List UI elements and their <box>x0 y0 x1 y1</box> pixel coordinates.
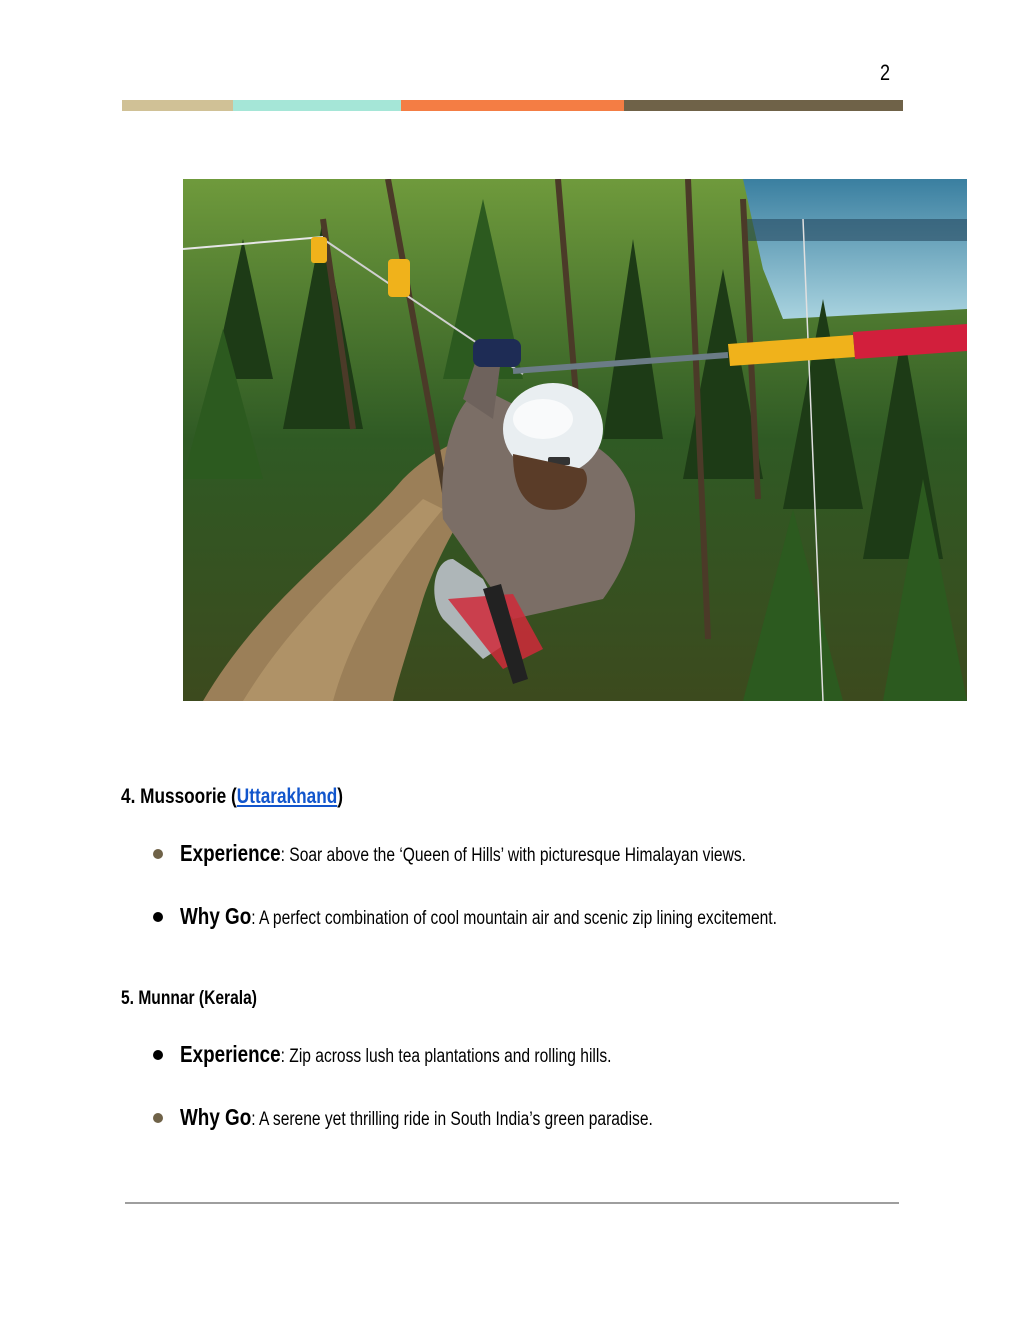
list-item-description: : Soar above the ‘Queen of Hills’ with picturesque Himalayan views. <box>280 845 746 866</box>
section-heading-mussoorie <box>121 785 343 809</box>
list-item-term: Why Go <box>180 1104 252 1130</box>
color-bar-segment-tan <box>122 100 233 111</box>
list-item-term: Experience <box>180 1041 281 1067</box>
heading-suffix: ) <box>337 785 344 808</box>
color-bar-segment-orange <box>401 100 624 111</box>
bullet-icon <box>153 912 163 922</box>
footer-divider <box>125 1202 899 1204</box>
list-item-description: : A serene yet thrilling ride in South India’s green paradise. <box>251 1109 653 1130</box>
list-item-term: Experience <box>180 840 281 866</box>
bullet-icon <box>153 1050 163 1060</box>
list-item-description: : Zip across lush tea plantations and rolling hills. <box>280 1046 612 1067</box>
zipline-photo <box>183 179 967 701</box>
color-bar-segment-brown <box>624 100 903 111</box>
uttarakhand-link[interactable]: Uttarakhand <box>236 785 338 808</box>
list-item-text <box>180 903 777 930</box>
list-item-text <box>180 840 746 867</box>
header-color-bar <box>122 100 903 111</box>
list-item-text <box>180 1041 611 1068</box>
bullet-icon <box>153 1113 163 1123</box>
list-item-term: Why Go <box>180 903 252 929</box>
section-heading-munnar: 5. Munnar (Kerala) <box>121 988 257 1009</box>
list-item-description: : A perfect combination of cool mountain air and scenic zip lining excitement. <box>251 908 777 929</box>
bullet-icon <box>153 849 163 859</box>
color-bar-segment-aqua <box>233 100 401 111</box>
page-number: 2 <box>880 60 891 85</box>
list-item-text <box>180 1104 653 1131</box>
heading-prefix: 4. Mussoorie ( <box>121 785 237 808</box>
